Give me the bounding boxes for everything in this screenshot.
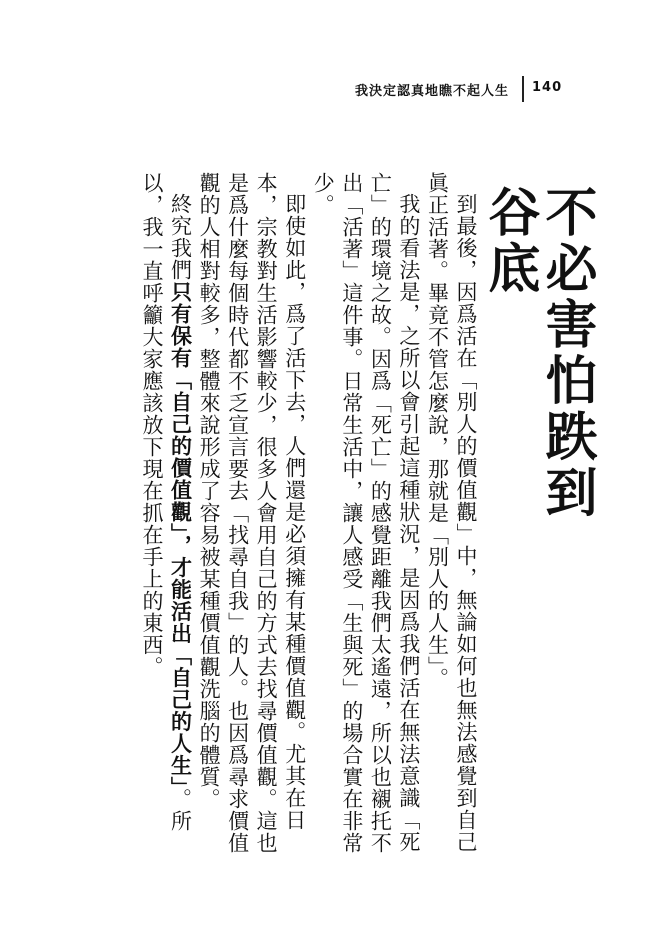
book-title: 我決定認真地瞧不起人生 bbox=[355, 84, 510, 99]
paragraph-4 bbox=[137, 172, 194, 862]
paragraph-4-tail: 。所以，我一直呼籲大家應該放下現在抓在手上的東西。 bbox=[139, 172, 193, 832]
page-number: 140 bbox=[532, 80, 563, 95]
paragraph-3: 即使如此，爲了活下去，人們還是必須擁有某種價值觀。尤其在日本，宗教對生活影響較少，很多人會用自己的方式去找尋價值觀。這也是爲什麼每個時代都不乏宣言要去「找尋自我」的人。也因爲尋求價值觀的人相對較多，整體來說形成了容易被某種價值觀洗腦的體質。 bbox=[197, 172, 307, 854]
body-text bbox=[96, 172, 480, 862]
emphasis-own-values: 只有保有「自己的價值觀」，才能活出「自己的人生」 bbox=[168, 281, 193, 788]
running-header bbox=[355, 76, 581, 102]
paragraph-1: 到最後，因爲活在「別人的價值觀」中，無論如何也無法感覺到自己眞正活著。畢竟不管怎麼說，那就是「別人的人生」。 bbox=[425, 172, 478, 853]
paragraph-4-lead: 終究我們 bbox=[168, 193, 193, 281]
paragraph-2: 我的看法是，之所以會引起這種狀況，是因爲我們活在無法意識「死亡」的環境之故。因爲「死亡」的感覺距離我們太遙遠，所以也襯托不出「活著」這件事。日常生活中，讓人感受「生與死」的場合實在非常少。 bbox=[311, 172, 421, 854]
header-divider bbox=[522, 76, 524, 102]
section-heading: 不必害怕跌到谷底 bbox=[478, 185, 596, 521]
